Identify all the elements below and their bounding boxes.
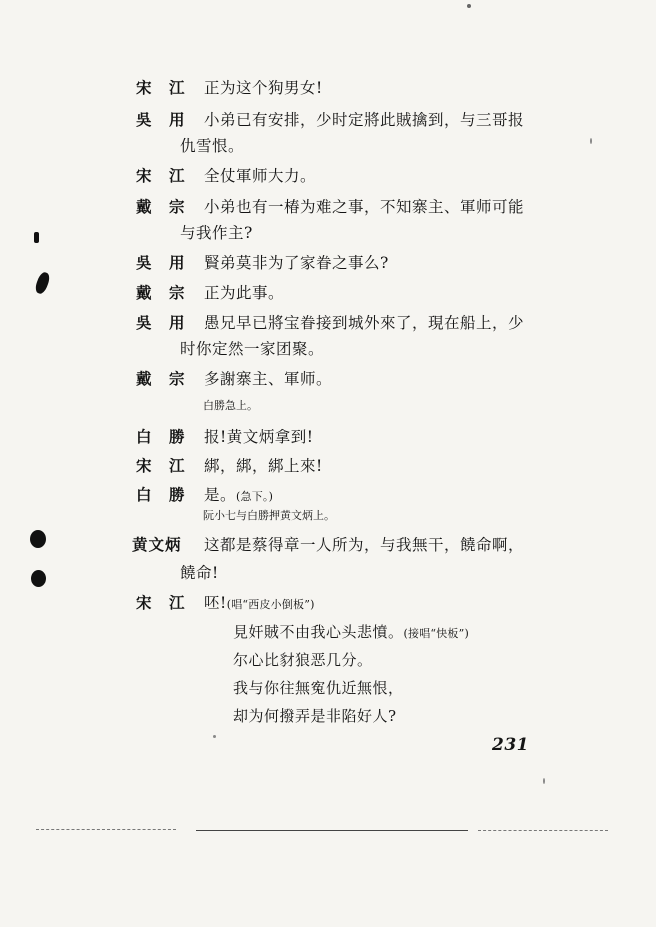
verse-line xyxy=(233,622,469,644)
speaker-name: 宋 江 xyxy=(136,78,186,97)
verse-text: 見奸賊不由我心头悲憤。 xyxy=(233,623,404,641)
scan-edge-line xyxy=(36,829,176,831)
stage-note: (接唱“快板”) xyxy=(403,627,469,640)
scan-speck xyxy=(543,778,545,784)
speech-text: 全仗軍师大力。 xyxy=(204,167,317,185)
speaker-name: 黄文炳 xyxy=(132,535,182,554)
verse-line: 尔心比豺狼恶几分。 xyxy=(233,651,373,669)
speaker-name: 吳 用 xyxy=(136,253,186,272)
scan-speck xyxy=(213,735,216,738)
continuation-text: 饒命! xyxy=(180,564,219,582)
stage-direction: 白勝急上。 xyxy=(203,399,258,412)
continuation-text: 时你定然一家团聚。 xyxy=(180,340,325,358)
stage-note: (唱“西皮小倒板”) xyxy=(226,598,315,611)
ink-blot xyxy=(34,271,52,295)
ink-blot xyxy=(30,530,46,548)
speech-text: 綁，綁，綁上來! xyxy=(204,457,323,475)
scan-speck xyxy=(467,4,471,8)
speaker-name: 戴 宗 xyxy=(136,283,186,302)
stage-note: (急下。) xyxy=(236,490,274,503)
scan-edge-line xyxy=(196,830,468,831)
ink-blot xyxy=(31,570,46,587)
scan-edge-line xyxy=(478,830,608,832)
verse-line: 却为何撥弄是非陷好人? xyxy=(233,707,397,725)
page-number: 231 xyxy=(492,735,529,755)
stage-direction: 阮小七与白勝押黄文炳上。 xyxy=(203,509,335,522)
speech-text: 正为这个狗男女! xyxy=(204,79,323,97)
speaker-name: 宋 江 xyxy=(136,166,186,185)
speaker-name: 白 勝 xyxy=(136,427,186,446)
speech-text: 愚兄早已將宝眷接到城外來了，現在船上，少 xyxy=(204,314,525,332)
speech-main: 呸! xyxy=(204,594,227,612)
speaker-name: 吳 用 xyxy=(136,110,186,129)
continuation-text: 仇雪恨。 xyxy=(180,137,245,155)
speech-text: 这都是蔡得章一人所为，与我無干，饒命啊， xyxy=(204,536,525,554)
speaker-name: 戴 宗 xyxy=(136,197,186,216)
speech-text: 正为此事。 xyxy=(204,284,285,302)
speaker-name: 戴 宗 xyxy=(136,369,186,388)
continuation-text: 与我作主? xyxy=(180,224,253,242)
speech-text: 小弟已有安排，少时定將此賊擒到，与三哥报 xyxy=(204,111,525,129)
speaker-name: 白 勝 xyxy=(136,485,186,504)
speech-text: 多謝寨主、軍师。 xyxy=(204,370,333,388)
speaker-name: 宋 江 xyxy=(136,456,186,475)
speech-text: 賢弟莫非为了家眷之事么? xyxy=(204,254,389,272)
speech-text xyxy=(204,485,273,507)
speech-main: 是。 xyxy=(204,486,237,504)
ink-mark xyxy=(34,232,39,243)
verse-line: 我与你往無寃仇近無恨， xyxy=(233,679,404,697)
scan-speck xyxy=(590,138,592,144)
speech-text: 小弟也有一椿为难之事，不知寨主、軍师可能 xyxy=(204,198,525,216)
speech-text xyxy=(204,593,315,615)
speech-text: 报!黄文炳拿到! xyxy=(204,428,314,446)
speaker-name: 宋 江 xyxy=(136,593,186,612)
speaker-name: 吳 用 xyxy=(136,313,186,332)
